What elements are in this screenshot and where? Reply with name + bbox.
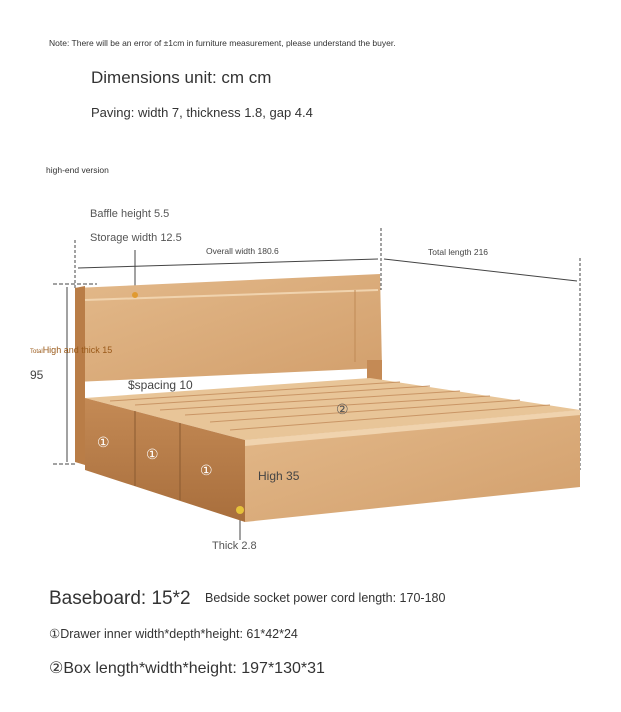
drawer-spec: ①Drawer inner width*depth*height: 61*42*24 <box>49 627 298 641</box>
high-35-label: High 35 <box>258 469 300 483</box>
version-label: high-end version <box>46 165 109 175</box>
paving-spec: Paving: width 7, thickness 1.8, gap 4.4 <box>91 105 313 120</box>
socket-spec: Bedside socket power cord length: 170-180 <box>205 591 446 605</box>
drawer-marker: ① <box>146 446 159 462</box>
box-spec: ②Box length*width*height: 197*130*31 <box>49 660 325 677</box>
overall-width-label: Overall width 180.6 <box>206 246 279 256</box>
thick-label: Thick 2.8 <box>212 540 257 552</box>
measurement-note: Note: There will be an error of ±1cm in furniture measurement, please understand the buyer. <box>49 38 396 48</box>
total-prefix: Total <box>30 349 43 355</box>
box-marker: ② <box>336 401 349 417</box>
baffle-height-label: Baffle height 5.5 <box>90 208 170 220</box>
high-thick-text: High and thick 15 <box>42 345 113 355</box>
drawer-marker: ① <box>97 434 110 450</box>
spacing-label: $spacing 10 <box>128 378 193 392</box>
headboard <box>75 274 382 382</box>
high-thick-label <box>30 345 112 355</box>
units-heading: Dimensions unit: cm cm <box>91 68 272 87</box>
storage-width-label: Storage width 12.5 <box>90 232 182 244</box>
total-length-label: Total length 216 <box>428 247 489 257</box>
drawer-marker: ① <box>200 462 213 478</box>
baseboard-spec: Baseboard: 15*2 <box>49 588 191 609</box>
total-height-label: 95 <box>30 368 44 382</box>
